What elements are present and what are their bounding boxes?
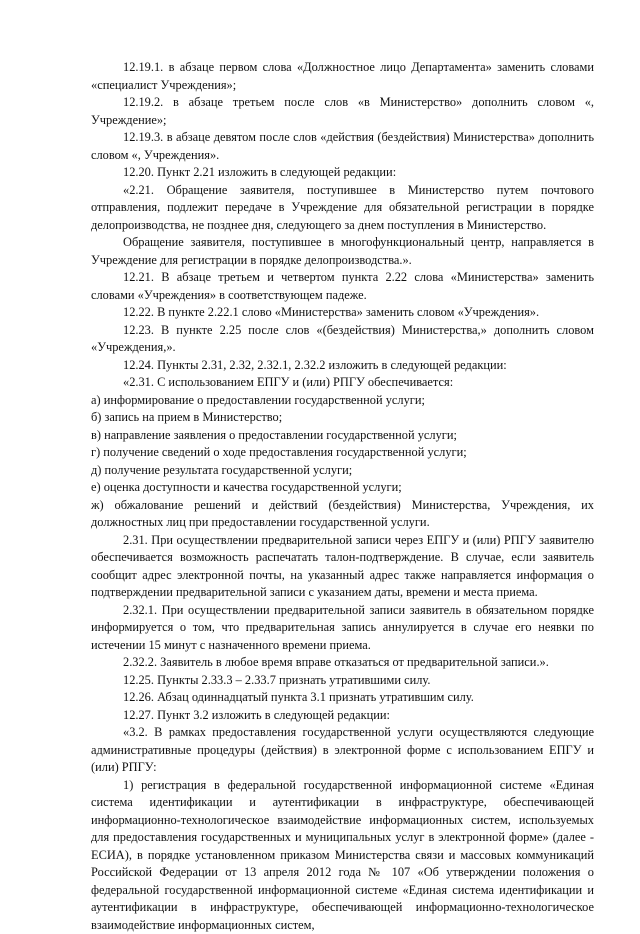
paragraph: 12.24. Пункты 2.31, 2.32, 2.32.1, 2.32.2 изложить в следующей редакции:	[91, 357, 594, 375]
paragraph: 12.25. Пункты 2.33.3 – 2.33.7 признать утратившими силу.	[91, 672, 594, 690]
paragraph: «3.2. В рамках предоставления государственной услуги осуществляются следующие административные процедуры (действия) в электронной форме с использованием ЕПГУ и (или) РПГУ:	[91, 724, 594, 777]
paragraph: 12.19.2. в абзаце третьем после слов «в Министерство» дополнить словом «, Учреждение»;	[91, 94, 594, 129]
paragraph: «2.21. Обращение заявителя, поступившее в Министерство путем почтового отправления, подлежит передаче в Учреждение для обязательной регистрации в порядке делопроизводства, не позднее дня, следующего за днем поступления в Министерство.	[91, 182, 594, 235]
list-item: г) получение сведений о ходе предоставления государственной услуги;	[91, 444, 594, 462]
list-item: б) запись на прием в Министерство;	[91, 409, 594, 427]
document-body	[91, 59, 594, 934]
paragraph: 12.20. Пункт 2.21 изложить в следующей редакции:	[91, 164, 594, 182]
paragraph: 12.23. В пункте 2.25 после слов «(бездействия) Министерства,» дополнить словом «Учреждения,».	[91, 322, 594, 357]
paragraph: 2.31. При осуществлении предварительной записи через ЕПГУ и (или) РПГУ заявителю обеспечивается возможность распечатать талон-подтверждение. В случае, если заявитель сообщит адрес электронной почты, на указанный адрес также направляется информация о подтверждении предварительной записи с указанием даты, времени и места приема.	[91, 532, 594, 602]
paragraph: 12.21. В абзаце третьем и четвертом пункта 2.22 слова «Министерства» заменить словами «Учреждения» в соответствующем падеже.	[91, 269, 594, 304]
paragraph: 2.32.2. Заявитель в любое время вправе отказаться от предварительной записи.».	[91, 654, 594, 672]
list-item: а) информирование о предоставлении государственной услуги;	[91, 392, 594, 410]
paragraph: 2.32.1. При осуществлении предварительной записи заявитель в обязательном порядке информируется о том, что предварительная запись аннулируется в случае его неявки по истечении 15 минут с назначенного времени приема.	[91, 602, 594, 655]
paragraph: 12.27. Пункт 3.2 изложить в следующей редакции:	[91, 707, 594, 725]
list-item: д) получение результата государственной услуги;	[91, 462, 594, 480]
paragraph: 12.19.3. в абзаце девятом после слов «действия (бездействия) Министерства» дополнить словом «, Учреждения».	[91, 129, 594, 164]
list-item: ж) обжалование решений и действий (бездействия) Министерства, Учреждения, их должностных лиц при предоставлении государственной услуги.	[91, 497, 594, 532]
paragraph: 12.22. В пункте 2.22.1 слово «Министерства» заменить словом «Учреждения».	[91, 304, 594, 322]
paragraph: 1) регистрация в федеральной государственной информационной системе «Единая система идентификации и аутентификации в инфраструктуре, обеспечивающей информационно-технологическое взаимодействие информационных систем, используемых для предоставления государственных и муниципальных услуг в электронной форме» (далее - ЕСИА), в порядке установленном приказом Министерства связи и массовых коммуникаций Российской Федерации от 13 апреля 2012 года № 107 «Об утверждении положения о федеральной государственной информационной системе «Единая система идентификации и аутентификации в инфраструктуре, обеспечивающей информационно-технологическое взаимодействие информационных систем,	[91, 777, 594, 934]
paragraph: «2.31. С использованием ЕПГУ и (или) РПГУ обеспечивается:	[91, 374, 594, 392]
list-item: в) направление заявления о предоставлении государственной услуги;	[91, 427, 594, 445]
paragraph: 12.26. Абзац одиннадцатый пункта 3.1 признать утратившим силу.	[91, 689, 594, 707]
list-item: е) оценка доступности и качества государственной услуги;	[91, 479, 594, 497]
paragraph: Обращение заявителя, поступившее в многофункциональный центр, направляется в Учреждение для регистрации в порядке делопроизводства.».	[91, 234, 594, 269]
paragraph: 12.19.1. в абзаце первом слова «Должностное лицо Департамента» заменить словами «специалист Учреждения»;	[91, 59, 594, 94]
